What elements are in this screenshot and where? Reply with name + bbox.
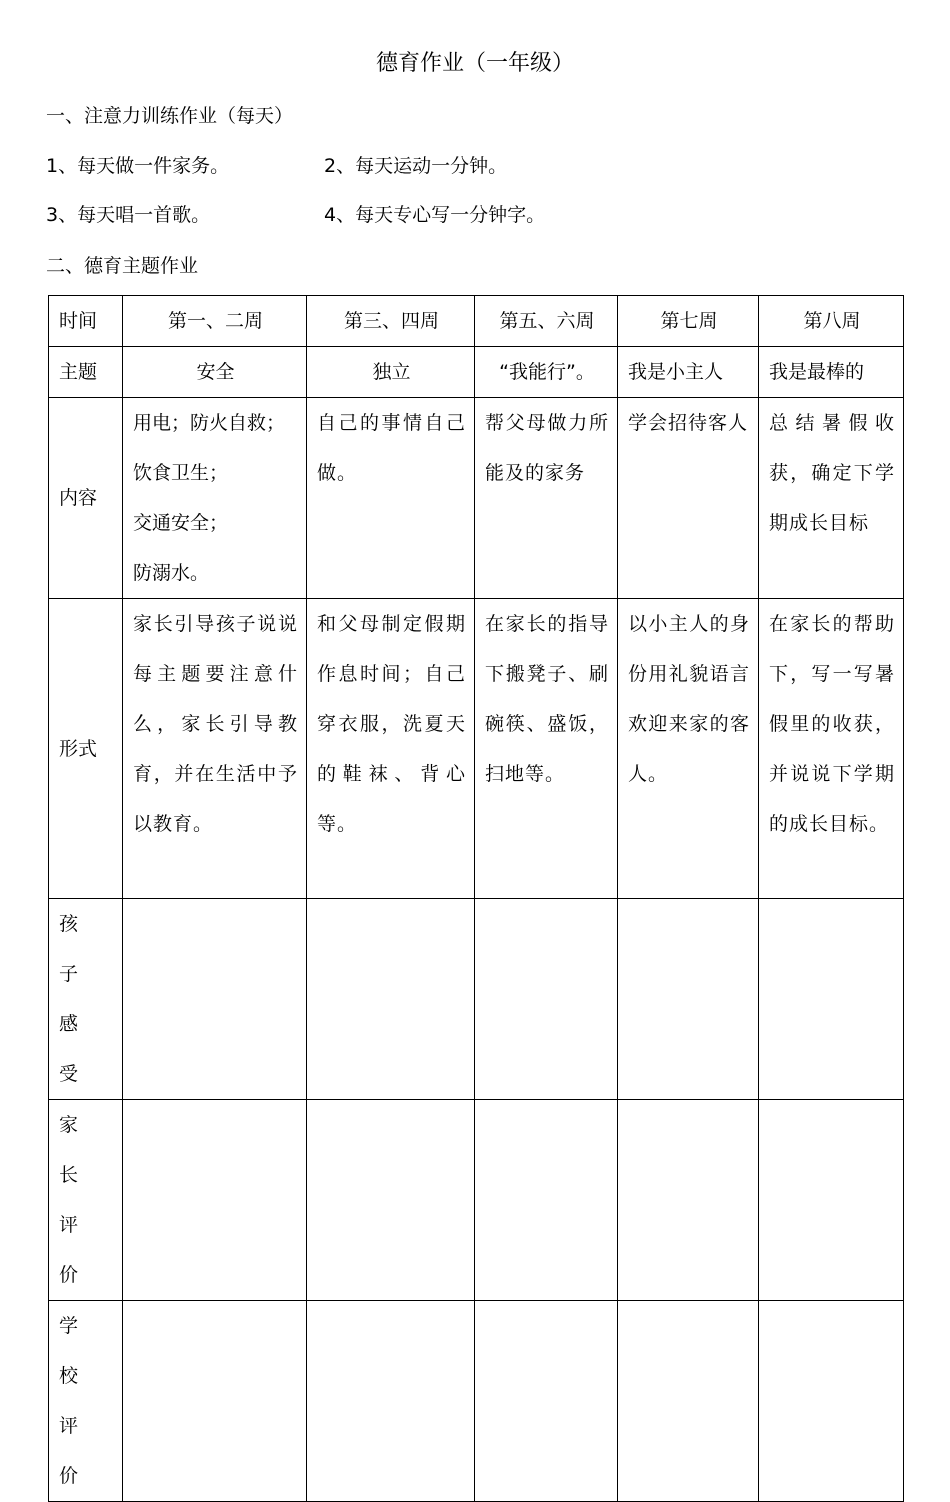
parent-evaluation-cell[interactable] (618, 1100, 759, 1301)
form-label: 形式 (49, 599, 123, 899)
content-line: 用电；防火自救； (133, 412, 286, 434)
form-week-1-2: 家长引导孩子说说每主题要注意什么，家长引导教育，并在生活中予以教育。 (123, 599, 307, 899)
child-feeling-row (49, 899, 904, 1100)
theme-row (49, 347, 904, 398)
content-row (49, 398, 904, 599)
form-week-7: 以小主人的身份用礼貌语言欢迎来家的客人。 (618, 599, 759, 899)
header-row (49, 296, 904, 347)
content-line: 交通安全； (133, 512, 229, 534)
content-label: 内容 (49, 398, 123, 599)
child-feeling-cell[interactable] (475, 899, 618, 1100)
header-week-5-6: 第五、六周 (475, 296, 618, 347)
header-week-1-2: 第一、二周 (123, 296, 307, 347)
task-3: 3、每天唱一首歌。 (46, 204, 211, 226)
theme-week-1-2: 安全 (123, 347, 307, 398)
form-week-8: 在家长的帮助下，写一写暑假里的收获，并说说下学期的成长目标。 (759, 599, 904, 899)
parent-evaluation-cell[interactable] (123, 1100, 307, 1301)
school-evaluation-cell[interactable] (475, 1301, 618, 1502)
header-week-7: 第七周 (618, 296, 759, 347)
content-week-5-6: 帮父母做力所能及的家务 (475, 398, 618, 599)
content-week-3-4: 自己的事情自己做。 (307, 398, 475, 599)
form-row (49, 599, 904, 899)
task-1: 1、每天做一件家务。 (46, 155, 230, 177)
child-feeling-cell[interactable] (123, 899, 307, 1100)
header-week-3-4: 第三、四周 (307, 296, 475, 347)
content-week-1-2 (123, 398, 307, 599)
child-feeling-cell[interactable] (759, 899, 904, 1100)
parent-evaluation-cell[interactable] (475, 1100, 618, 1301)
child-feeling-label: 孩子感受 (49, 899, 123, 1100)
parent-evaluation-cell[interactable] (759, 1100, 904, 1301)
task-2: 2、每天运动一分钟。 (324, 155, 508, 177)
child-feeling-cell[interactable] (618, 899, 759, 1100)
task-4: 4、每天专心写一分钟字。 (324, 204, 546, 226)
form-week-5-6: 在家长的指导下搬凳子、刷碗筷、盛饭，扫地等。 (475, 599, 618, 899)
theme-week-8: 我是最棒的 (759, 347, 904, 398)
section1-heading: 一、注意力训练作业（每天） (46, 105, 294, 127)
document-title: 德育作业（一年级） (375, 51, 574, 76)
theme-week-7: 我是小主人 (618, 347, 759, 398)
theme-week-5-6: “我能行”。 (475, 347, 618, 398)
school-evaluation-cell[interactable] (618, 1301, 759, 1502)
form-week-3-4: 和父母制定假期作息时间；自己穿衣服，洗夏天的鞋袜、背心等。 (307, 599, 475, 899)
school-evaluation-row (49, 1301, 904, 1502)
header-week-8: 第八周 (759, 296, 904, 347)
header-time: 时间 (49, 296, 123, 347)
content-line: 防溺水。 (133, 562, 210, 584)
content-line: 饮食卫生； (133, 462, 229, 484)
content-week-8: 总结暑假收获，确定下学期成长目标 (759, 398, 904, 599)
moral-education-table (48, 295, 904, 1502)
parent-evaluation-row (49, 1100, 904, 1301)
school-evaluation-cell[interactable] (123, 1301, 307, 1502)
theme-week-3-4: 独立 (307, 347, 475, 398)
parent-evaluation-cell[interactable] (307, 1100, 475, 1301)
section2-heading: 二、德育主题作业 (46, 255, 199, 277)
school-evaluation-cell[interactable] (307, 1301, 475, 1502)
theme-label: 主题 (49, 347, 123, 398)
school-evaluation-label: 学校评价 (49, 1301, 123, 1502)
content-week-7: 学会招待客人 (618, 398, 759, 599)
child-feeling-cell[interactable] (307, 899, 475, 1100)
parent-evaluation-label: 家长评价 (49, 1100, 123, 1301)
school-evaluation-cell[interactable] (759, 1301, 904, 1502)
